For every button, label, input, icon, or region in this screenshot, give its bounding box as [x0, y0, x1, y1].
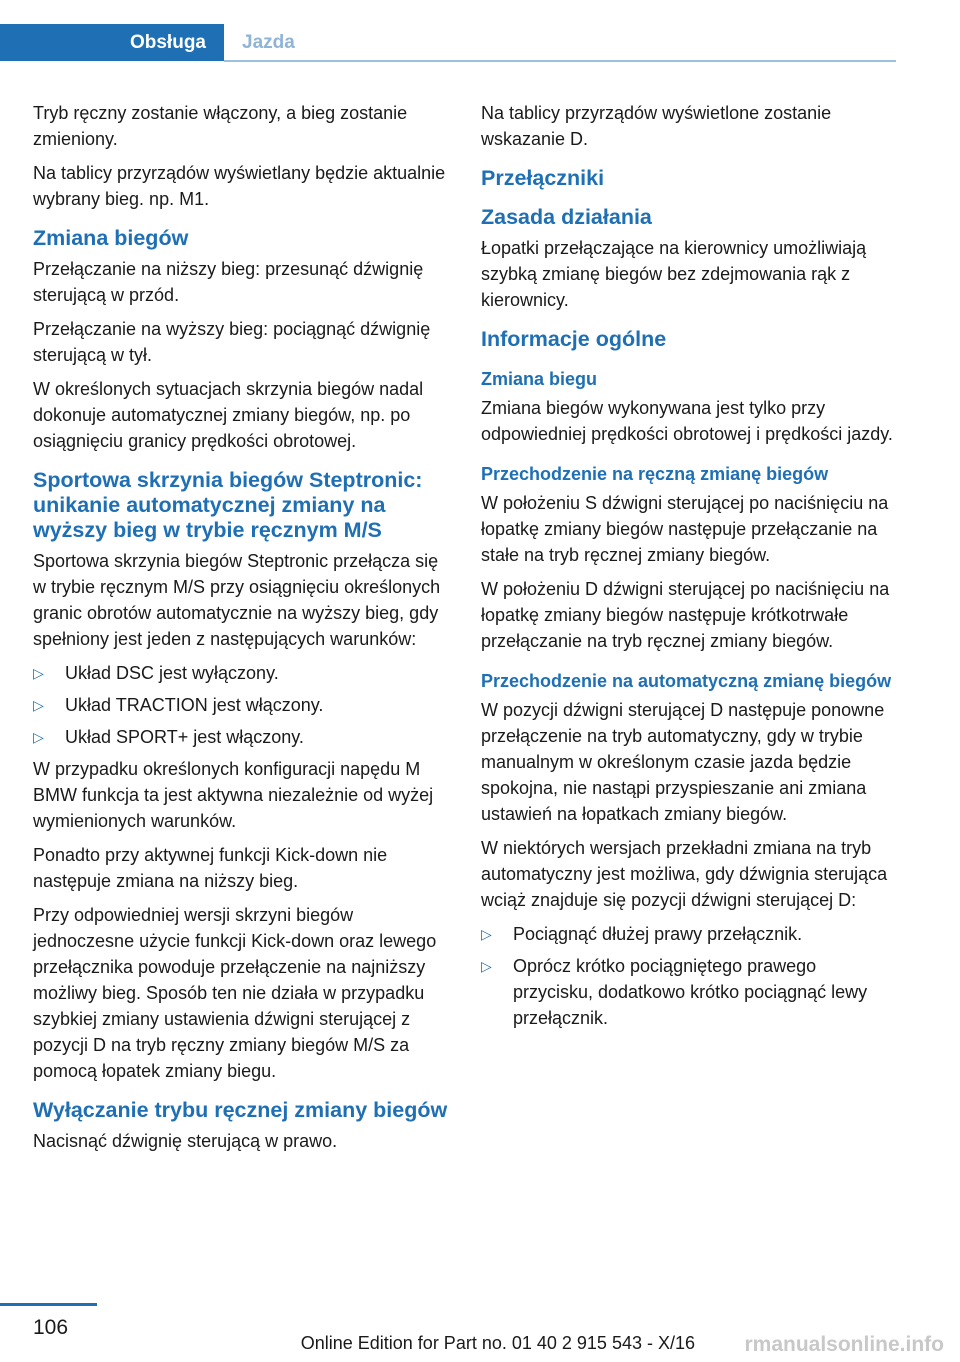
paragraph: Zmiana biegów wykonywana jest tylko przy odpowiedniej prędkości obrotowej i prędkości jazdy.	[481, 398, 893, 444]
list-item: ▷ Układ DSC jest wyłączony.	[33, 660, 449, 686]
paragraph: Przełączanie na niższy bieg: przesunąć dźwignię sterującą w przód.	[33, 259, 424, 305]
paragraph: W określonych sytuacjach skrzynia biegów nadal dokonuje automatycznej zmiany biegów, np. po osiągnięciu granicy prędkości obrotowej.	[33, 379, 424, 451]
triangle-bullet-icon: ▷	[33, 665, 44, 681]
paragraph: Na tablicy przyrządów wyświetlany będzie aktualnie wybrany bieg. np. M1.	[33, 163, 446, 209]
right-column	[481, 100, 897, 1037]
paragraph: W pozycji dźwigni sterującej D następuje ponowne przełączenie na tryb automatyczny, gdy w trybie manualnym w określonym czasie jazda będzie spokojna, nie nastąpi przyspieszanie ani zmiana ustawień na łopatkach zmiany biegów.	[481, 700, 885, 824]
heading-wylaczanie: Wyłączanie trybu ręcznej zmiany biegów	[33, 1098, 448, 1122]
header-divider	[224, 60, 896, 62]
paragraph: Tryb ręczny zostanie włączony, a bieg zostanie zmieniony.	[33, 103, 408, 149]
section-tab-jazda: Jazda	[242, 31, 295, 53]
paragraph: Łopatki przełączające na kierownicy umożliwiają szybką zmianę biegów bez zdejmowania rąk z kierownicy.	[481, 238, 867, 310]
heading-automatyczna-zmiana: Przechodzenie na automatyczną zmianę biegów	[481, 671, 892, 691]
paragraph: Sportowa skrzynia biegów Steptronic przełącza się w trybie ręcznym M/S przy osiągnięciu określonych granic obrotów automatycznie na wyższy bieg, gdy spełniony jest jeden z następujących warunków:	[33, 551, 441, 649]
section-tab-obsluga: Obsługa	[0, 24, 224, 61]
list-item: ▷ Układ SPORT+ jest włączony.	[33, 724, 449, 750]
paragraph: Ponadto przy aktywnej funkcji Kick-down nie następuje zmiana na niższy bieg.	[33, 845, 388, 891]
paragraph: Przy odpowiedniej wersji skrzyni biegów jednoczesne użycie funkcji Kick-down oraz lewego przełącznika powoduje przełączenie na najniższy możliwy bieg. Sposób ten nie działa w przypadku szybkiej zmiany ustawienia dźwigni sterującej z pozycji D na tryb ręczny zmiany biegów M/S za pomocą łopatek zmiany biegu.	[33, 905, 437, 1081]
list-item: ▷ Układ TRACTION jest włączony.	[33, 692, 449, 718]
triangle-bullet-icon: ▷	[33, 697, 44, 713]
triangle-bullet-icon: ▷	[481, 926, 492, 942]
paragraph: W położeniu S dźwigni sterującej po naciśnięciu na łopatkę zmiany biegów następuje przełączanie na stałe na tryb ręcznej zmiany biegów.	[481, 493, 889, 565]
triangle-bullet-icon: ▷	[481, 958, 492, 974]
paragraph: Na tablicy przyrządów wyświetlone zostanie wskazanie D.	[481, 103, 832, 149]
edition-info: Online Edition for Part no. 01 40 2 915 543 - X/16	[300, 1333, 695, 1353]
heading-informacje-ogolne: Informacje ogólne	[481, 327, 667, 351]
heading-sportowa-skrzynia: Sportowa skrzynia biegów Steptronic: unikanie automatycznej zmiany na wyższy bieg w trybie ręcznym M/S	[33, 468, 423, 542]
paragraph: W położeniu D dźwigni sterującej po naciśnięciu na łopatkę zmiany biegów następuje krótkotrwałe przełączanie na tryb ręcznej zmiany biegów.	[481, 579, 890, 651]
paragraph: Przełączanie na wyższy bieg: pociągnąć dźwignię sterującą w tył.	[33, 319, 431, 365]
paragraph: W przypadku określonych konfiguracji napędu M BMW funkcja ta jest aktywna niezależnie od wyżej wymienionych warunków.	[33, 759, 434, 831]
page-header	[0, 0, 960, 62]
heading-zmiana-biegow: Zmiana biegów	[33, 226, 189, 250]
heading-reczna-zmiana: Przechodzenie na ręczną zmianę biegów	[481, 464, 829, 484]
triangle-bullet-icon: ▷	[33, 729, 44, 745]
heading-przelaczniki: Przełączniki	[481, 166, 605, 190]
paragraph: W niektórych wersjach przekładni zmiana na tryb automatyczny jest możliwa, gdy dźwignia sterująca wciąż znajduje się pozycji dźwigni sterującej D:	[481, 838, 888, 910]
paragraph: Nacisnąć dźwignię sterującą w prawo.	[33, 1131, 338, 1151]
left-column	[33, 100, 449, 1162]
instruction-list	[481, 921, 897, 1031]
list-item: ▷ Pociągnąć dłużej prawy przełącznik.	[481, 921, 897, 947]
footer-divider	[0, 1303, 97, 1306]
list-item: ▷ Oprócz krótko pociągniętego prawego przycisku, dodatkowo krótko pociągnąć lewy przełącznik.	[481, 953, 897, 1031]
page-number: 106	[33, 1316, 69, 1339]
heading-zmiana-biegu: Zmiana biegu	[481, 369, 598, 389]
watermark: rmanualsonline.info	[744, 1333, 944, 1356]
heading-zasada-dzialania: Zasada działania	[481, 205, 652, 229]
condition-list	[33, 660, 449, 750]
